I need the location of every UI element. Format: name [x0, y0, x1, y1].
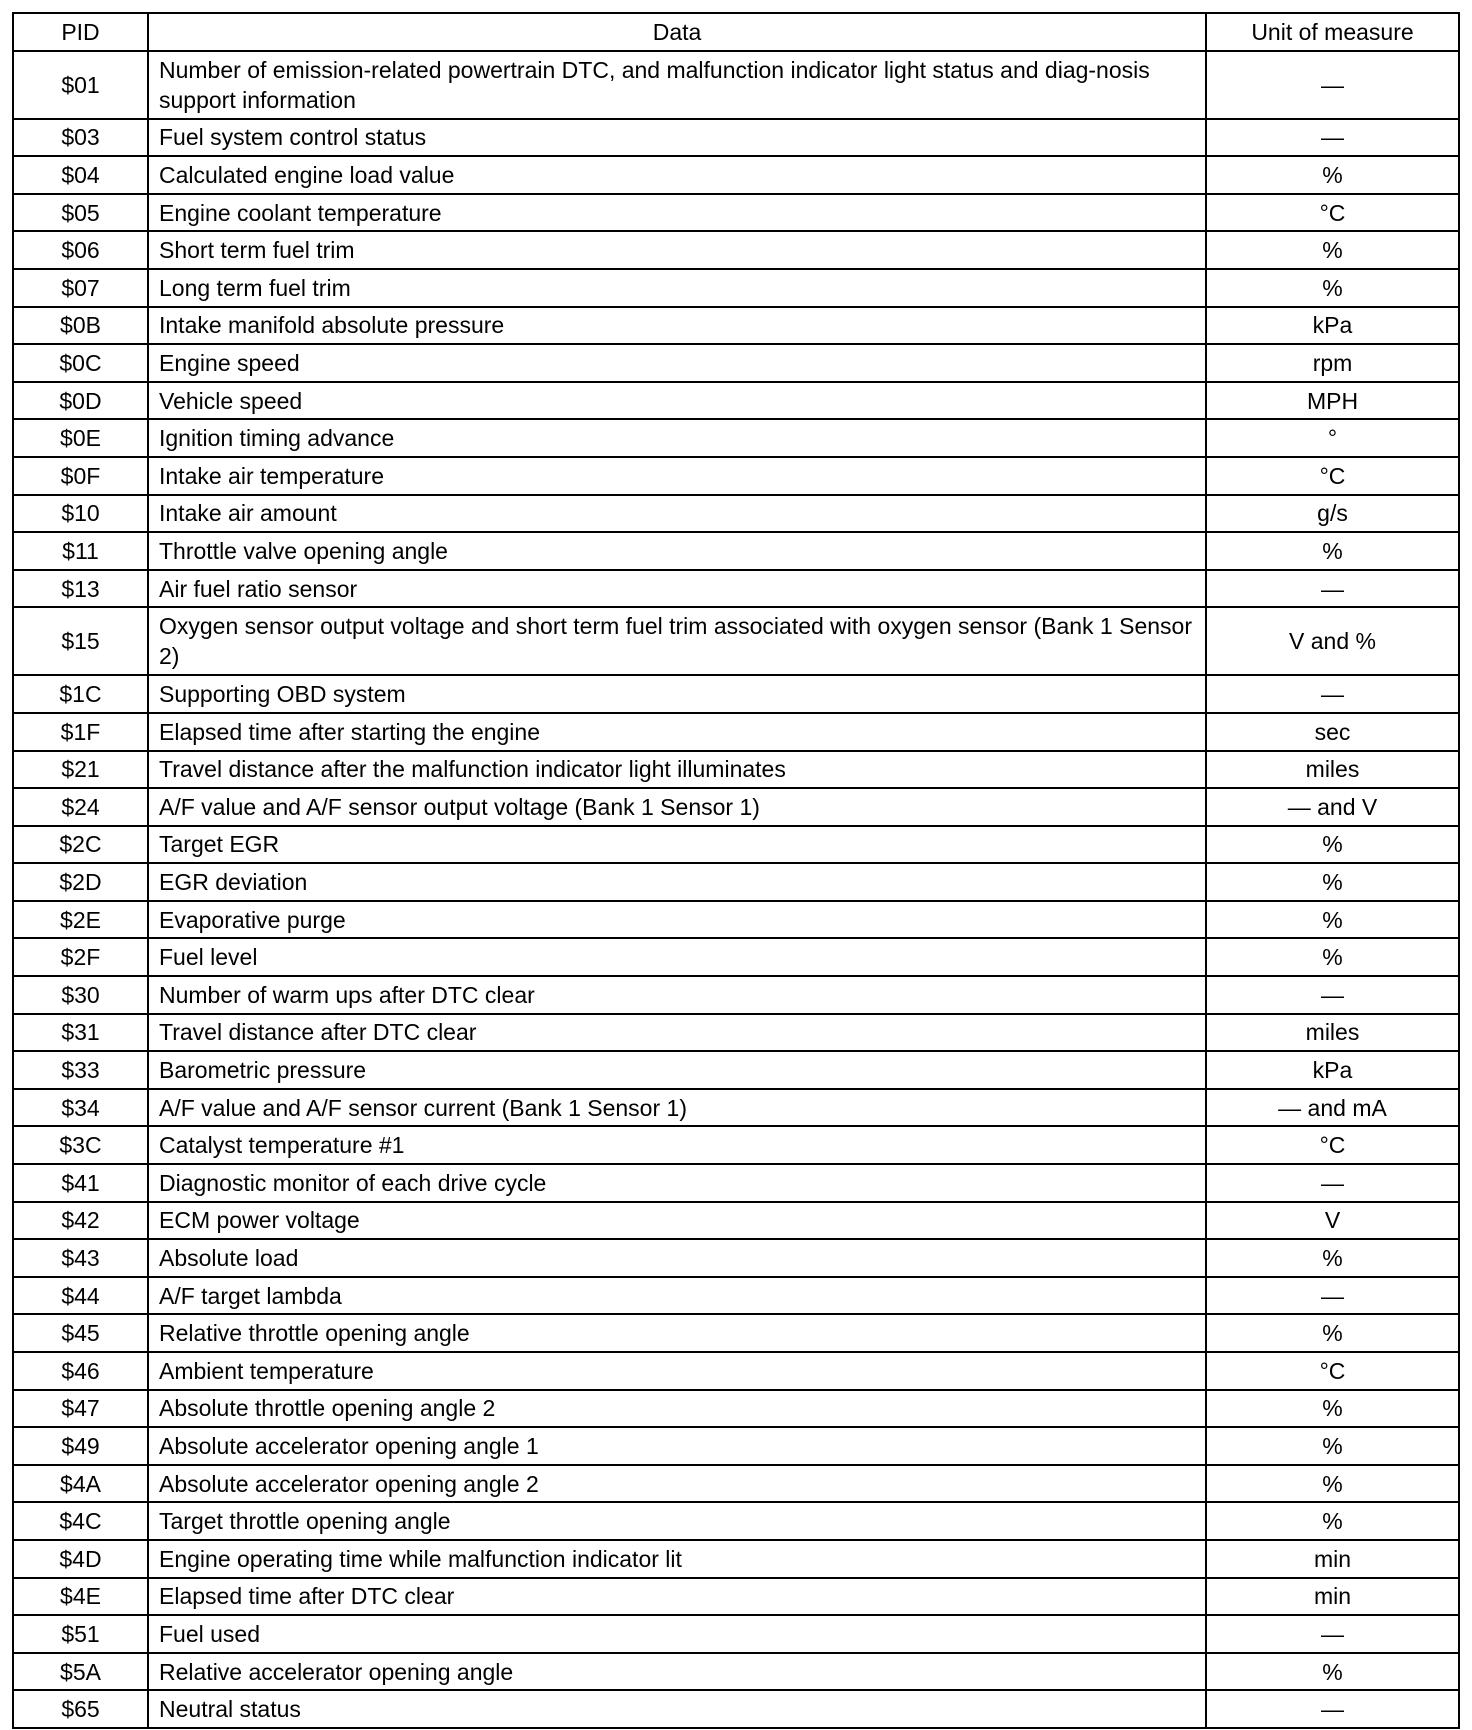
table-row	[13, 1089, 1459, 1127]
table-row	[13, 51, 1459, 119]
unit-cell: rpm	[1206, 344, 1459, 382]
pid-cell: $4E	[13, 1578, 148, 1616]
pid-cell: $2F	[13, 938, 148, 976]
data-cell: Barometric pressure	[148, 1051, 1206, 1089]
data-cell: Absolute load	[148, 1239, 1206, 1277]
unit-cell: %	[1206, 1502, 1459, 1540]
pid-cell: $49	[13, 1427, 148, 1465]
data-cell: A/F value and A/F sensor current (Bank 1 Sensor 1)	[148, 1089, 1206, 1127]
data-cell: Diagnostic monitor of each drive cycle	[148, 1164, 1206, 1202]
table-row	[13, 1540, 1459, 1578]
pid-cell: $2E	[13, 901, 148, 939]
unit-cell: —	[1206, 570, 1459, 608]
unit-cell: °C	[1206, 1126, 1459, 1164]
pid-cell: $44	[13, 1277, 148, 1315]
unit-cell: %	[1206, 1239, 1459, 1277]
pid-cell: $2C	[13, 826, 148, 864]
data-cell: Travel distance after the malfunction indicator light illuminates	[148, 751, 1206, 789]
unit-cell: V	[1206, 1202, 1459, 1240]
data-cell: Catalyst temperature #1	[148, 1126, 1206, 1164]
data-cell: Target throttle opening angle	[148, 1502, 1206, 1540]
pid-cell: $24	[13, 788, 148, 826]
table-row	[13, 1465, 1459, 1503]
unit-cell: °C	[1206, 1352, 1459, 1390]
data-cell: Absolute accelerator opening angle 2	[148, 1465, 1206, 1503]
data-cell: Number of warm ups after DTC clear	[148, 976, 1206, 1014]
pid-cell: $46	[13, 1352, 148, 1390]
unit-cell: —	[1206, 1164, 1459, 1202]
unit-cell: g/s	[1206, 495, 1459, 533]
unit-cell: —	[1206, 1690, 1459, 1728]
data-cell: Throttle valve opening angle	[148, 532, 1206, 570]
header-data: Data	[148, 13, 1206, 51]
table-header	[13, 13, 1459, 51]
header-row	[13, 13, 1459, 51]
table-row	[13, 1690, 1459, 1728]
table-row	[13, 1239, 1459, 1277]
data-cell: Relative throttle opening angle	[148, 1314, 1206, 1352]
table-row	[13, 788, 1459, 826]
data-cell: Elapsed time after starting the engine	[148, 713, 1206, 751]
data-cell: Calculated engine load value	[148, 156, 1206, 194]
data-cell: Supporting OBD system	[148, 675, 1206, 713]
table-row	[13, 976, 1459, 1014]
unit-cell: —	[1206, 1277, 1459, 1315]
unit-cell: sec	[1206, 713, 1459, 751]
data-cell: Evaporative purge	[148, 901, 1206, 939]
unit-cell: %	[1206, 1390, 1459, 1428]
table-row	[13, 713, 1459, 751]
data-cell: Absolute accelerator opening angle 1	[148, 1427, 1206, 1465]
table-row	[13, 1578, 1459, 1616]
unit-cell: kPa	[1206, 307, 1459, 345]
pid-cell: $10	[13, 495, 148, 533]
pid-cell: $0F	[13, 457, 148, 495]
data-cell: Long term fuel trim	[148, 269, 1206, 307]
unit-cell: %	[1206, 269, 1459, 307]
table-row	[13, 1615, 1459, 1653]
table-row	[13, 1014, 1459, 1052]
pid-table	[12, 12, 1460, 1729]
pid-cell: $5A	[13, 1653, 148, 1691]
pid-cell: $4C	[13, 1502, 148, 1540]
pid-cell: $1C	[13, 675, 148, 713]
table-row	[13, 1164, 1459, 1202]
pid-cell: $42	[13, 1202, 148, 1240]
pid-cell: $51	[13, 1615, 148, 1653]
pid-cell: $34	[13, 1089, 148, 1127]
data-cell: Engine speed	[148, 344, 1206, 382]
data-cell: Absolute throttle opening angle 2	[148, 1390, 1206, 1428]
unit-cell: miles	[1206, 751, 1459, 789]
pid-cell: $31	[13, 1014, 148, 1052]
data-cell: A/F target lambda	[148, 1277, 1206, 1315]
unit-cell: %	[1206, 1653, 1459, 1691]
unit-cell: %	[1206, 901, 1459, 939]
table-row	[13, 457, 1459, 495]
table-row	[13, 751, 1459, 789]
unit-cell: °	[1206, 419, 1459, 457]
table-row	[13, 863, 1459, 901]
data-cell: EGR deviation	[148, 863, 1206, 901]
unit-cell: %	[1206, 1465, 1459, 1503]
data-cell: Intake air temperature	[148, 457, 1206, 495]
pid-cell: $0E	[13, 419, 148, 457]
table-row	[13, 901, 1459, 939]
pid-cell: $33	[13, 1051, 148, 1089]
unit-cell: min	[1206, 1578, 1459, 1616]
table-row	[13, 1051, 1459, 1089]
pid-cell: $4D	[13, 1540, 148, 1578]
table-row	[13, 231, 1459, 269]
pid-cell: $1F	[13, 713, 148, 751]
data-cell: Fuel level	[148, 938, 1206, 976]
table-row	[13, 938, 1459, 976]
unit-cell: —	[1206, 1615, 1459, 1653]
data-cell: Travel distance after DTC clear	[148, 1014, 1206, 1052]
unit-cell: V and %	[1206, 607, 1459, 675]
pid-cell: $0D	[13, 382, 148, 420]
data-cell: Intake air amount	[148, 495, 1206, 533]
pid-cell: $43	[13, 1239, 148, 1277]
pid-cell: $21	[13, 751, 148, 789]
unit-cell: —	[1206, 119, 1459, 157]
pid-cell: $05	[13, 194, 148, 232]
pid-cell: $45	[13, 1314, 148, 1352]
unit-cell: miles	[1206, 1014, 1459, 1052]
pid-cell: $15	[13, 607, 148, 675]
unit-cell: %	[1206, 938, 1459, 976]
pid-cell: $3C	[13, 1126, 148, 1164]
unit-cell: %	[1206, 863, 1459, 901]
pid-cell: $4A	[13, 1465, 148, 1503]
table-row	[13, 1126, 1459, 1164]
unit-cell: —	[1206, 976, 1459, 1014]
header-unit: Unit of measure	[1206, 13, 1459, 51]
unit-cell: MPH	[1206, 382, 1459, 420]
unit-cell: %	[1206, 231, 1459, 269]
unit-cell: %	[1206, 1314, 1459, 1352]
data-cell: Engine operating time while malfunction indicator lit	[148, 1540, 1206, 1578]
data-cell: Relative accelerator opening angle	[148, 1653, 1206, 1691]
table-row	[13, 1390, 1459, 1428]
table-row	[13, 1314, 1459, 1352]
table-row	[13, 570, 1459, 608]
pid-cell: $30	[13, 976, 148, 1014]
unit-cell: %	[1206, 532, 1459, 570]
table-row	[13, 119, 1459, 157]
pid-cell: $07	[13, 269, 148, 307]
data-cell: Vehicle speed	[148, 382, 1206, 420]
pid-cell: $06	[13, 231, 148, 269]
pid-cell: $13	[13, 570, 148, 608]
pid-cell: $65	[13, 1690, 148, 1728]
unit-cell: — and V	[1206, 788, 1459, 826]
table-row	[13, 194, 1459, 232]
unit-cell: —	[1206, 675, 1459, 713]
table-row	[13, 495, 1459, 533]
table-body	[13, 51, 1459, 1728]
data-cell: ECM power voltage	[148, 1202, 1206, 1240]
data-cell: Fuel system control status	[148, 119, 1206, 157]
data-cell: A/F value and A/F sensor output voltage (Bank 1 Sensor 1)	[148, 788, 1206, 826]
table-row	[13, 419, 1459, 457]
table-row	[13, 1202, 1459, 1240]
pid-cell: $11	[13, 532, 148, 570]
pid-cell: $47	[13, 1390, 148, 1428]
table-row	[13, 307, 1459, 345]
unit-cell: %	[1206, 1427, 1459, 1465]
data-cell: Ambient temperature	[148, 1352, 1206, 1390]
table-row	[13, 1653, 1459, 1691]
table-row	[13, 156, 1459, 194]
table-row	[13, 1352, 1459, 1390]
table-row	[13, 826, 1459, 864]
unit-cell: %	[1206, 156, 1459, 194]
data-cell: Engine coolant temperature	[148, 194, 1206, 232]
table-row	[13, 269, 1459, 307]
table-row	[13, 607, 1459, 675]
data-cell: Number of emission-related powertrain DTC, and malfunction indicator light status and diag-nosis support information	[148, 51, 1206, 119]
table-row	[13, 675, 1459, 713]
table-row	[13, 532, 1459, 570]
data-cell: Ignition timing advance	[148, 419, 1206, 457]
unit-cell: — and mA	[1206, 1089, 1459, 1127]
pid-cell: $0B	[13, 307, 148, 345]
pid-cell: $41	[13, 1164, 148, 1202]
unit-cell: kPa	[1206, 1051, 1459, 1089]
unit-cell: °C	[1206, 194, 1459, 232]
data-cell: Oxygen sensor output voltage and short term fuel trim associated with oxygen sensor (Bank 1 Sensor 2)	[148, 607, 1206, 675]
unit-cell: —	[1206, 51, 1459, 119]
pid-cell: $01	[13, 51, 148, 119]
table-row	[13, 344, 1459, 382]
unit-cell: %	[1206, 826, 1459, 864]
table-row	[13, 1427, 1459, 1465]
pid-cell: $04	[13, 156, 148, 194]
table-row	[13, 382, 1459, 420]
data-cell: Short term fuel trim	[148, 231, 1206, 269]
pid-cell: $2D	[13, 863, 148, 901]
unit-cell: °C	[1206, 457, 1459, 495]
data-cell: Target EGR	[148, 826, 1206, 864]
unit-cell: min	[1206, 1540, 1459, 1578]
data-cell: Air fuel ratio sensor	[148, 570, 1206, 608]
pid-cell: $03	[13, 119, 148, 157]
data-cell: Neutral status	[148, 1690, 1206, 1728]
table-row	[13, 1277, 1459, 1315]
table-row	[13, 1502, 1459, 1540]
data-cell: Intake manifold absolute pressure	[148, 307, 1206, 345]
pid-cell: $0C	[13, 344, 148, 382]
data-cell: Elapsed time after DTC clear	[148, 1578, 1206, 1616]
data-cell: Fuel used	[148, 1615, 1206, 1653]
header-pid: PID	[13, 13, 148, 51]
